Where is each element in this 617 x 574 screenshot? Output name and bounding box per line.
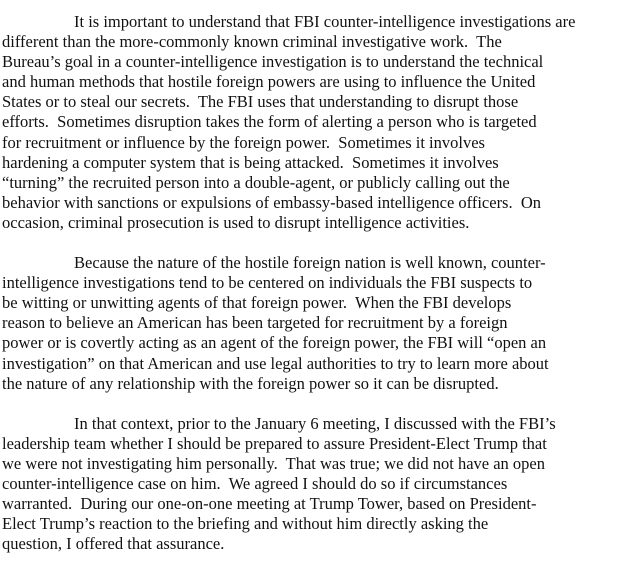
text-line: warranted. During our one-on-one meeting at Trump Tower, based on President- <box>2 494 537 514</box>
text-line: Because the nature of the hostile foreign nation is well known, counter- <box>74 253 546 273</box>
text-line: Elect Trump’s reaction to the briefing and without him directly asking the <box>2 514 489 534</box>
text-line: hardening a computer system that is being attacked. Sometimes it involves <box>2 152 499 172</box>
text-line: and human methods that hostile foreign powers are using to influence the United <box>2 72 536 92</box>
text-line: Bureau’s goal in a counter-intelligence investigation is to understand the technical <box>2 52 544 72</box>
text-line: States or to steal our secrets. The FBI uses that understanding to disrupt those <box>2 92 519 112</box>
text-line: different than the more-commonly known criminal investigative work. The <box>2 32 502 52</box>
text-line: occasion, criminal prosecution is used to disrupt intelligence activities. <box>2 212 470 232</box>
text-line: efforts. Sometimes disruption takes the form of alerting a person who is targeted <box>2 112 537 132</box>
text-line: intelligence investigations tend to be centered on individuals the FBI suspects to <box>2 273 533 293</box>
text-line: power or is covertly acting as an agent of the foreign power, the FBI will “open an <box>2 333 547 353</box>
text-line: be witting or unwitting agents of that foreign power. When the FBI develops <box>2 293 512 313</box>
text-line: In that context, prior to the January 6 meeting, I discussed with the FBI’s <box>74 413 556 433</box>
text-line: question, I offered that assurance. <box>2 534 225 554</box>
text-line: counter-intelligence case on him. We agreed I should do so if circumstances <box>2 473 508 493</box>
text-line: the nature of any relationship with the foreign power so it can be disrupted. <box>2 373 499 393</box>
paragraph-1 <box>2 12 617 233</box>
text-line: behavior with sanctions or expulsions of embassy-based intelligence officers. On <box>2 192 542 212</box>
text-line: reason to believe an American has been targeted for recruitment by a foreign <box>2 313 508 333</box>
text-line: investigation” on that American and use legal authorities to try to learn more about <box>2 353 549 373</box>
paragraph-3 <box>2 414 617 555</box>
paragraph-2 <box>2 253 617 394</box>
text-line: “turning” the recruited person into a double-agent, or publicly calling out the <box>2 172 510 192</box>
text-line: we were not investigating him personally. That was true; we did not have an open <box>2 453 545 473</box>
text-line: for recruitment or influence by the foreign power. Sometimes it involves <box>2 132 485 152</box>
document-body <box>2 12 617 574</box>
text-line: leadership team whether I should be prepared to assure President-Elect Trump that <box>2 433 547 453</box>
text-line: It is important to understand that FBI counter-intelligence investigations are <box>74 12 576 31</box>
